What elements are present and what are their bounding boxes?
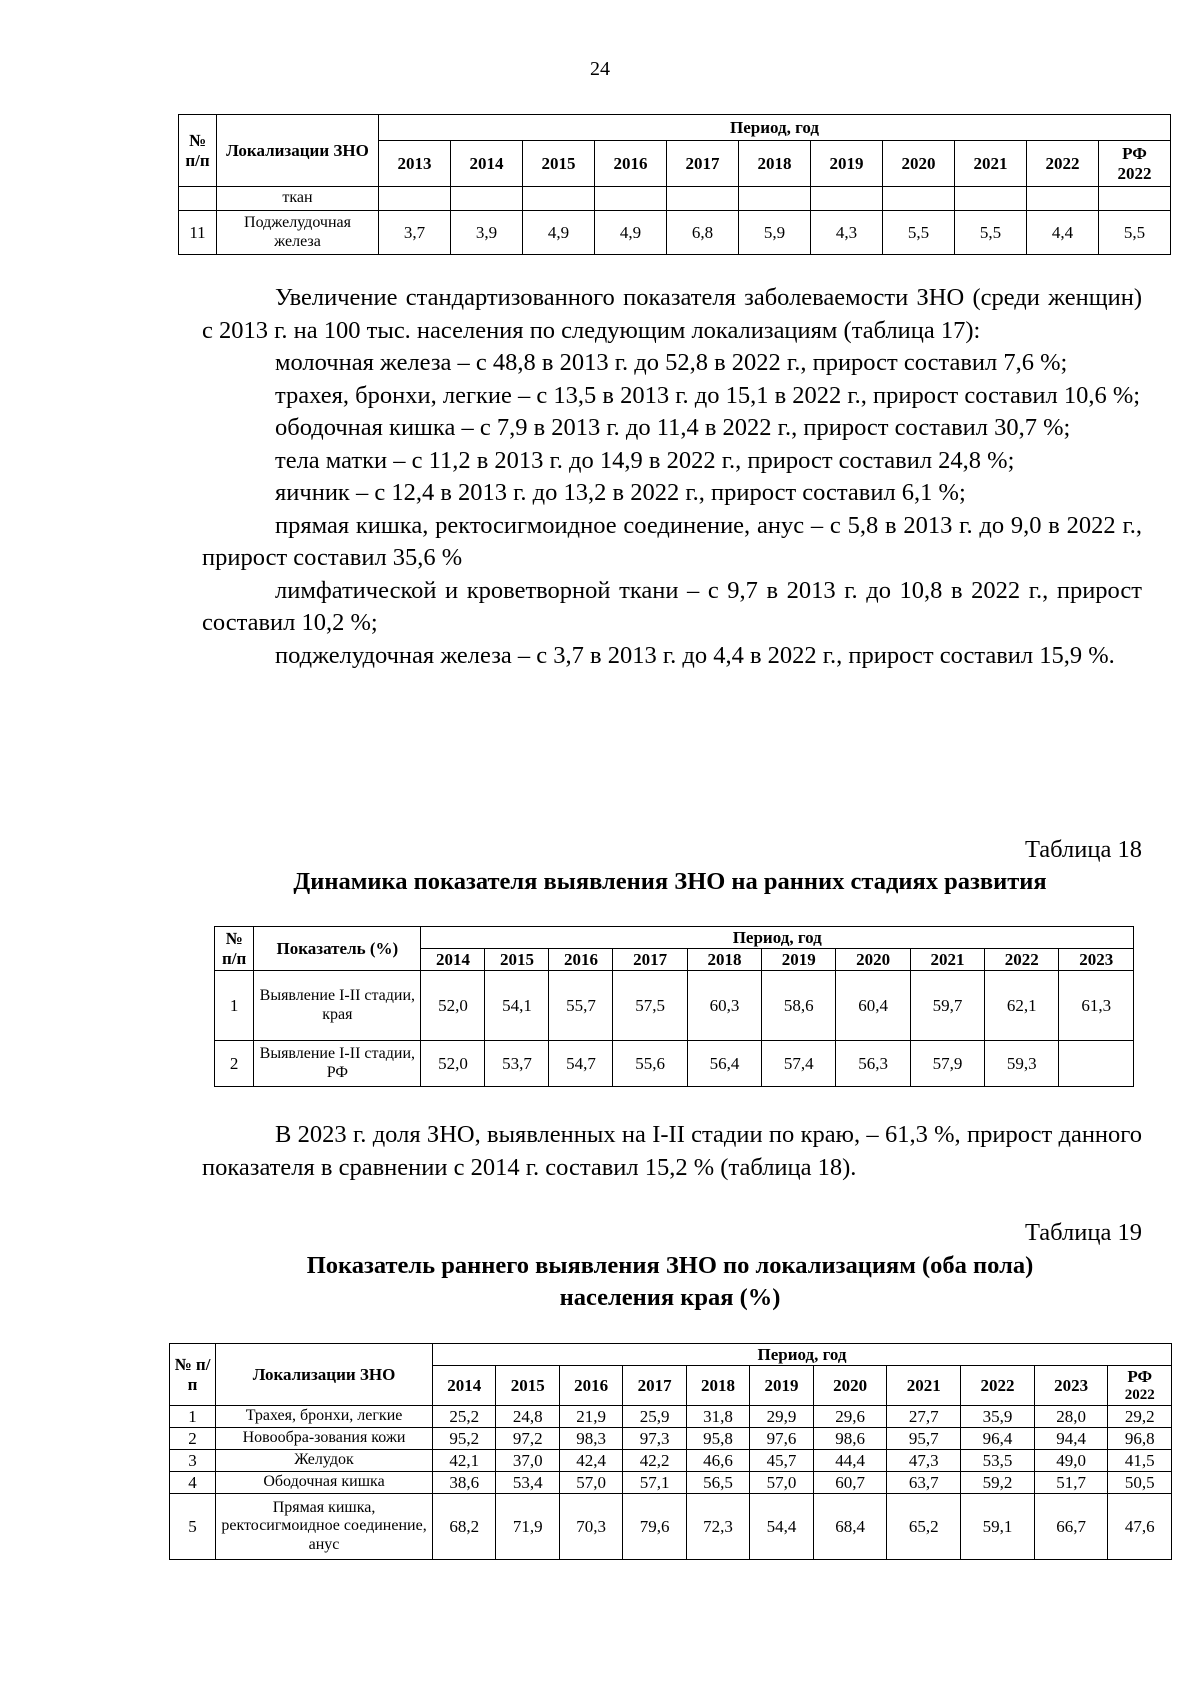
value-cell: 65,2: [887, 1494, 961, 1560]
row-number: 11: [179, 211, 217, 255]
value-cell: 60,3: [687, 971, 761, 1041]
value-cell: 27,7: [887, 1406, 961, 1428]
header-period: Период, год: [421, 927, 1134, 949]
value-cell: 42,4: [559, 1450, 622, 1472]
table-19-number: Таблица 19: [1024, 1219, 1142, 1246]
row-label: Новообра-зования кожи: [216, 1428, 433, 1450]
year-header: 2023: [1059, 949, 1134, 971]
value-cell: 56,3: [836, 1041, 910, 1087]
row-number: 1: [215, 971, 254, 1041]
rf-label: РФ: [1127, 1367, 1153, 1387]
paragraph: молочная железа – с 48,8 в 2013 г. до 52,8 в 2022 г., прирост составил 7,6 %;: [275, 349, 1068, 376]
year-header: 2014: [451, 141, 523, 187]
value-cell: 98,3: [559, 1428, 622, 1450]
value-cell: 4,3: [811, 211, 883, 255]
table-row: [170, 1406, 1172, 1428]
value-cell: 47,3: [887, 1450, 961, 1472]
value-cell: 57,0: [559, 1472, 622, 1494]
year-header: 2015: [496, 1366, 559, 1406]
value-cell: 5,5: [955, 211, 1027, 255]
value-cell: 57,4: [762, 1041, 836, 1087]
value-cell: 96,8: [1108, 1428, 1172, 1450]
year-header: 2016: [595, 141, 667, 187]
value-cell: 94,4: [1034, 1428, 1108, 1450]
paragraph: тела матки – с 11,2 в 2013 г. до 14,9 в 2022 г., прирост составил 24,8 %;: [275, 446, 1015, 474]
rf-year: 2022: [1124, 1386, 1155, 1403]
year-header: 2022: [1027, 141, 1099, 187]
year-header: 2017: [613, 949, 687, 971]
row-number: 3: [170, 1450, 216, 1472]
value-cell: 25,2: [433, 1406, 496, 1428]
row-label: Ободочная кишка: [216, 1472, 433, 1494]
paragraph: поджелудочная железа – с 3,7 в 2013 г. до 4,4 в 2022 г., прирост составил 15,9 %.: [275, 641, 1115, 669]
value-cell: 68,2: [433, 1494, 496, 1560]
value-cell: 60,4: [836, 971, 910, 1041]
header-localization: Локализации ЗНО: [217, 115, 379, 187]
value-cell: 57,0: [750, 1472, 813, 1494]
value-cell: 66,7: [1034, 1494, 1108, 1560]
rf-header: [1108, 1366, 1172, 1406]
value-cell: 21,9: [559, 1406, 622, 1428]
year-header: 2019: [811, 141, 883, 187]
value-cell: 57,1: [623, 1472, 686, 1494]
value-cell: 96,4: [961, 1428, 1035, 1450]
value-cell: 72,3: [686, 1494, 749, 1560]
value-cell: 45,7: [750, 1450, 813, 1472]
value-cell: 59,2: [961, 1472, 1035, 1494]
paragraph: трахея, бронхи, легкие – с 13,5 в 2013 г. до 15,1 в 2022 г., прирост составил 10,6 %;: [275, 381, 1141, 409]
year-header: 2021: [955, 141, 1027, 187]
continued-label: ткан: [217, 187, 379, 211]
value-cell: 29,2: [1108, 1406, 1172, 1428]
value-cell: 71,9: [496, 1494, 559, 1560]
value-cell: 98,6: [813, 1428, 887, 1450]
year-header: 2015: [523, 141, 595, 187]
row-label: Выявление I-II стадии, РФ: [254, 1041, 421, 1087]
year-header: 2014: [421, 949, 485, 971]
table-row: [170, 1428, 1172, 1450]
table-19: [169, 1343, 1172, 1560]
value-cell: 49,0: [1034, 1450, 1108, 1472]
year-header: 2019: [750, 1366, 813, 1406]
paragraph: лимфатической и кроветворной ткани – с 9,7 в 2013 г. до 10,8 в 2022 г., прирост составил 10,2 %;: [202, 576, 1142, 636]
value-cell: 97,6: [750, 1428, 813, 1450]
text-block-1: [202, 282, 1142, 672]
value-cell: 53,7: [485, 1041, 549, 1087]
table-17-continuation: [178, 114, 1171, 255]
value-cell: 95,7: [887, 1428, 961, 1450]
value-cell: 62,1: [985, 971, 1059, 1041]
table-row: [170, 1450, 1172, 1472]
value-cell: 55,7: [549, 971, 613, 1041]
value-cell: 31,8: [686, 1406, 749, 1428]
value-cell: 4,9: [523, 211, 595, 255]
value-cell: 53,4: [496, 1472, 559, 1494]
row-label: Прямая кишка, ректосигмоидное соединение, анус: [216, 1494, 433, 1560]
value-cell: 95,8: [686, 1428, 749, 1450]
row-number: 4: [170, 1472, 216, 1494]
value-cell: 38,6: [433, 1472, 496, 1494]
header-no: № п/п: [179, 115, 217, 187]
table-row: [215, 971, 1134, 1041]
value-cell: 37,0: [496, 1450, 559, 1472]
value-cell: 59,1: [961, 1494, 1035, 1560]
table-18-number: Таблица 18: [1024, 836, 1142, 863]
value-cell: 68,4: [813, 1494, 887, 1560]
paragraph: В 2023 г. доля ЗНО, выявленных на I-II стадии по краю, – 61,3 %, прирост данного показателя в сравнении с 2014 г. составил 15,2 % (таблица 18).: [202, 1121, 1142, 1181]
value-cell: 29,6: [813, 1406, 887, 1428]
value-cell: 46,6: [686, 1450, 749, 1472]
value-cell: 5,5: [1099, 211, 1171, 255]
value-cell: 97,3: [623, 1428, 686, 1450]
year-header: 2015: [485, 949, 549, 971]
value-cell: 4,4: [1027, 211, 1099, 255]
value-cell: 52,0: [421, 971, 485, 1041]
header-localization: Локализации ЗНО: [216, 1344, 433, 1406]
row-label: Трахея, бронхи, легкие: [216, 1406, 433, 1428]
value-cell: 6,8: [667, 211, 739, 255]
year-header: 2016: [559, 1366, 622, 1406]
year-header: 2021: [910, 949, 984, 971]
year-header: 2018: [686, 1366, 749, 1406]
table-row: [170, 1472, 1172, 1494]
header-period: Период, год: [379, 115, 1171, 141]
year-header: 2020: [836, 949, 910, 971]
rf-label: РФ: [1122, 143, 1147, 163]
value-cell: 3,7: [379, 211, 451, 255]
row-number: 5: [170, 1494, 216, 1560]
rf-header: [1099, 141, 1171, 187]
year-header: 2022: [961, 1366, 1035, 1406]
table-19-title-line-2: населения края (%): [559, 1284, 781, 1311]
header-no: № п/п: [170, 1344, 216, 1406]
value-cell: 51,7: [1034, 1472, 1108, 1494]
cell-empty: [179, 187, 217, 211]
row-number: 1: [170, 1406, 216, 1428]
paragraph: прямая кишка, ректосигмоидное соединение, анус – с 5,8 в 2013 г. до 9,0 в 2022 г., прирост составил 35,6 %: [202, 511, 1142, 571]
value-cell: 52,0: [421, 1041, 485, 1087]
table-18-title: Динамика показателя выявления ЗНО на ранних стадиях развития: [293, 868, 1047, 895]
value-cell: 25,9: [623, 1406, 686, 1428]
value-cell: 59,3: [985, 1041, 1059, 1087]
row-label: Выявление I-II стадии, края: [254, 971, 421, 1041]
value-cell: 54,4: [750, 1494, 813, 1560]
value-cell: 56,4: [687, 1041, 761, 1087]
value-cell: 56,5: [686, 1472, 749, 1494]
header-no: № п/п: [215, 927, 254, 971]
text-block-2: [202, 1119, 1142, 1184]
year-header: 2013: [379, 141, 451, 187]
value-cell: 70,3: [559, 1494, 622, 1560]
header-period: Период, год: [433, 1344, 1172, 1366]
value-cell: 97,2: [496, 1428, 559, 1450]
value-cell: 54,1: [485, 971, 549, 1041]
year-header: 2018: [739, 141, 811, 187]
year-header: 2019: [762, 949, 836, 971]
value-cell: 35,9: [961, 1406, 1035, 1428]
value-cell: 53,5: [961, 1450, 1035, 1472]
value-cell: [1059, 1041, 1134, 1087]
row-number: 2: [170, 1428, 216, 1450]
table-19-title-line-1: Показатель раннего выявления ЗНО по локализациям (оба пола): [306, 1252, 1034, 1279]
value-cell: 42,1: [433, 1450, 496, 1472]
table-row: [170, 1494, 1172, 1560]
value-cell: 5,9: [739, 211, 811, 255]
value-cell: 3,9: [451, 211, 523, 255]
year-header: 2020: [883, 141, 955, 187]
value-cell: 63,7: [887, 1472, 961, 1494]
value-cell: 57,5: [613, 971, 687, 1041]
paragraph: Увеличение стандартизованного показателя заболеваемости ЗНО (среди женщин) с 2013 г. на 100 тыс. населения по следующим локализациям (таблица 17):: [202, 284, 1142, 344]
year-header: 2023: [1034, 1366, 1108, 1406]
value-cell: 29,9: [750, 1406, 813, 1428]
row-label: Желудок: [216, 1450, 433, 1472]
table-19-title: [180, 1250, 1160, 1314]
value-cell: 61,3: [1059, 971, 1134, 1041]
value-cell: 79,6: [623, 1494, 686, 1560]
value-cell: 50,5: [1108, 1472, 1172, 1494]
value-cell: 28,0: [1034, 1406, 1108, 1428]
year-header: 2018: [687, 949, 761, 971]
value-cell: 95,2: [433, 1428, 496, 1450]
year-header: 2020: [813, 1366, 887, 1406]
value-cell: 42,2: [623, 1450, 686, 1472]
value-cell: 5,5: [883, 211, 955, 255]
page-number: 24: [590, 58, 610, 80]
value-cell: 24,8: [496, 1406, 559, 1428]
value-cell: 60,7: [813, 1472, 887, 1494]
paragraph: ободочная кишка – с 7,9 в 2013 г. до 11,4 в 2022 г., прирост составил 30,7 %;: [275, 414, 1071, 441]
year-header: 2016: [549, 949, 613, 971]
rf-year: 2022: [1117, 163, 1152, 183]
value-cell: 4,9: [595, 211, 667, 255]
row-label: Поджелудочная железа: [217, 211, 379, 255]
value-cell: 58,6: [762, 971, 836, 1041]
value-cell: 57,9: [910, 1041, 984, 1087]
year-header: 2014: [433, 1366, 496, 1406]
table-row: [215, 1041, 1134, 1087]
year-header: 2022: [985, 949, 1059, 971]
header-indicator: Показатель (%): [254, 927, 421, 971]
value-cell: 55,6: [613, 1041, 687, 1087]
year-header: 2021: [887, 1366, 961, 1406]
paragraph: яичник – с 12,4 в 2013 г. до 13,2 в 2022 г., прирост составил 6,1 %;: [275, 479, 966, 506]
value-cell: 59,7: [910, 971, 984, 1041]
value-cell: 44,4: [813, 1450, 887, 1472]
row-number: 2: [215, 1041, 254, 1087]
value-cell: 41,5: [1108, 1450, 1172, 1472]
table-row: [179, 211, 1171, 255]
value-cell: 54,7: [549, 1041, 613, 1087]
value-cell: 47,6: [1108, 1494, 1172, 1560]
year-header: 2017: [623, 1366, 686, 1406]
year-header: 2017: [667, 141, 739, 187]
table-18: [214, 926, 1134, 1087]
